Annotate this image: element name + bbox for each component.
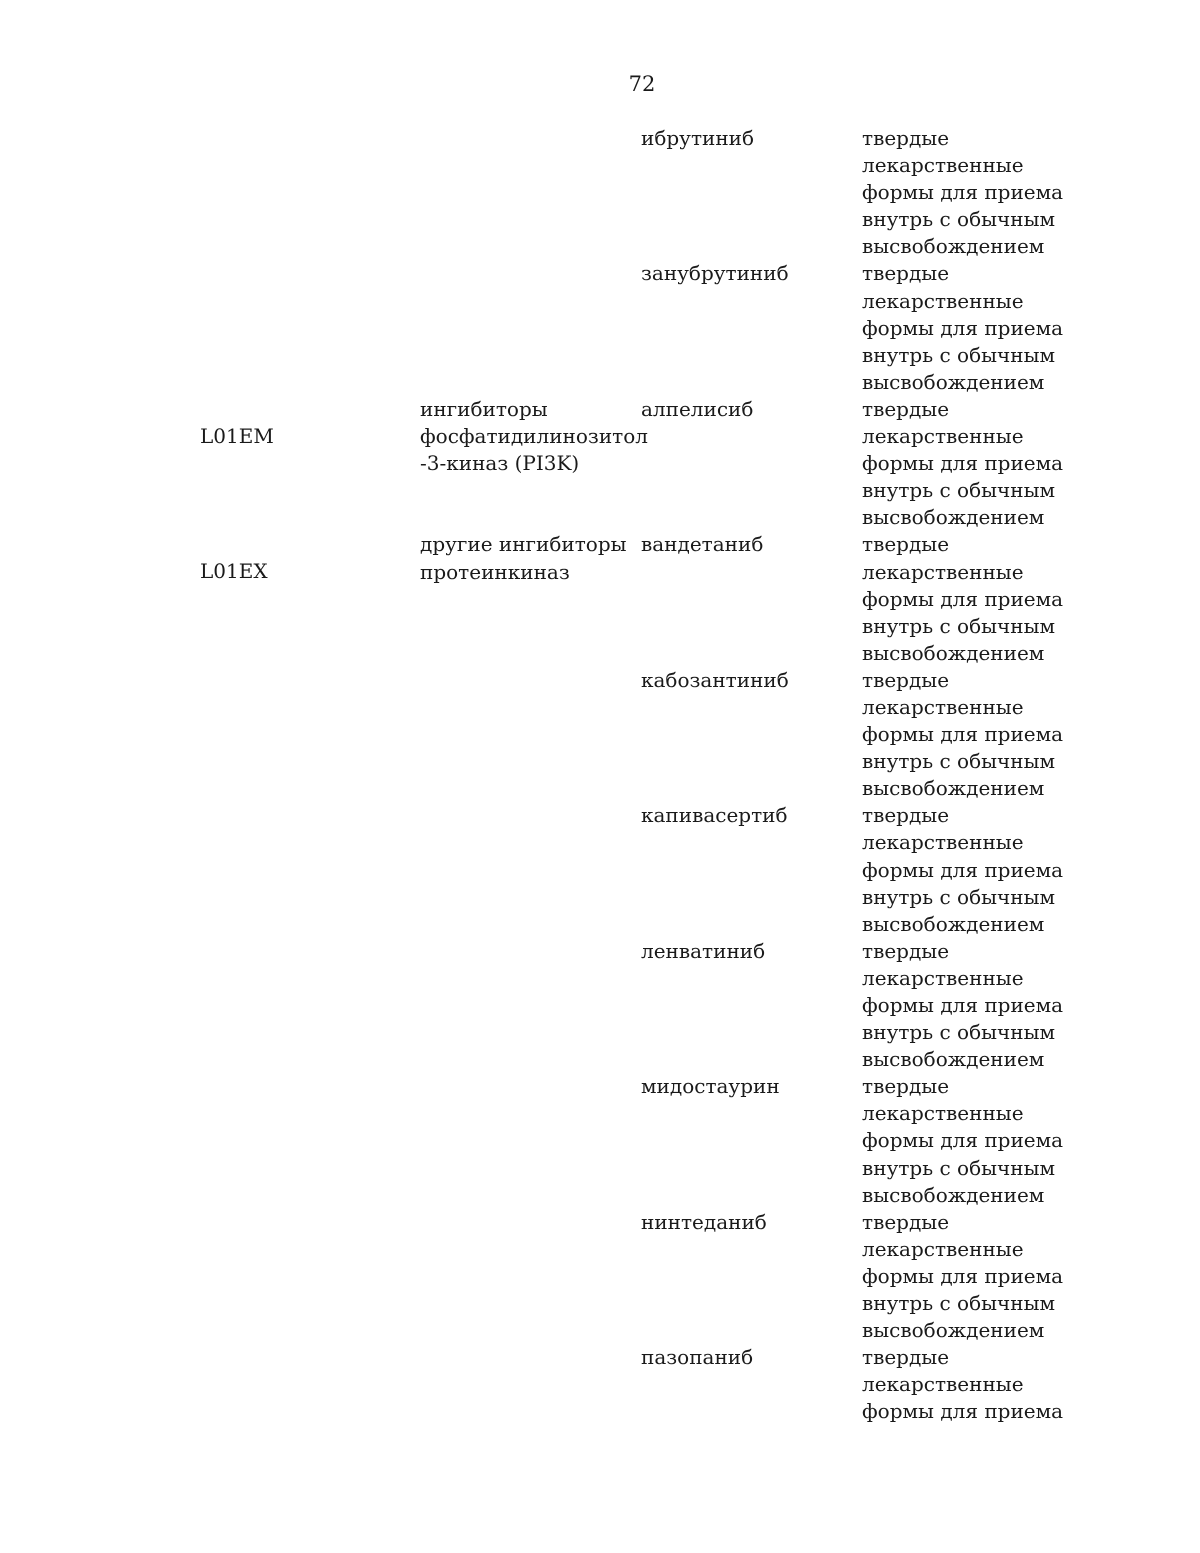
dosage-form: твердые лекарственные формы для приема внутрь с обычным высвобождением	[862, 667, 1064, 801]
drug-name: пазопаниб	[641, 1345, 754, 1370]
drug-name: нинтеданиб	[641, 1209, 767, 1234]
table-row	[0, 667, 1200, 802]
drug-name: алпелисиб	[641, 396, 754, 421]
dosage-form: твердые лекарственные формы для приема внутрь с обычным высвобождением	[862, 938, 1064, 1072]
pharmacological-group: другие ингибиторы протеинкиназ	[420, 532, 627, 584]
table-row	[0, 396, 1200, 531]
table-row	[0, 1344, 1200, 1425]
drug-name: вандетаниб	[641, 532, 764, 557]
dosage-form: твердые лекарственные формы для приема внутрь с обычным высвобождением	[862, 803, 1064, 936]
table-row	[0, 531, 1200, 666]
drug-name: капивасертиб	[641, 803, 788, 828]
dosage-form: твердые лекарственные формы для приема внутрь с обычным высвобождением	[862, 1209, 1064, 1343]
table-row	[0, 802, 1200, 937]
pharmacological-group: ингибиторы фосфатидилинозитол -3-киназ (PI3K)	[420, 396, 648, 476]
table-row	[0, 260, 1200, 395]
drug-name: занубрутиниб	[641, 261, 789, 286]
table-row	[0, 125, 1200, 260]
drug-name: кабозантиниб	[641, 667, 789, 692]
table-row	[0, 1073, 1200, 1208]
dosage-form: твердые лекарственные формы для приема внутрь с обычным высвобождением	[862, 532, 1064, 665]
table-row	[0, 1209, 1200, 1344]
drug-table	[0, 125, 1200, 1426]
dosage-form: твердые лекарственные формы для приема внутрь с обычным высвобождением	[862, 1074, 1064, 1207]
drug-name: ленватиниб	[641, 938, 766, 963]
dosage-form: твердые лекарственные формы для приема	[862, 1345, 1064, 1424]
atc-code: L01EM	[200, 423, 274, 448]
drug-name: мидостаурин	[641, 1074, 780, 1099]
page-number: 72	[628, 72, 656, 96]
dosage-form: твердые лекарственные формы для приема внутрь с обычным высвобождением	[862, 396, 1064, 530]
table-row	[0, 938, 1200, 1073]
drug-name: ибрутиниб	[641, 126, 755, 150]
dosage-form: твердые лекарственные формы для приема внутрь с обычным высвобождением	[862, 261, 1064, 394]
dosage-form: твердые лекарственные формы для приема внутрь с обычным высвобождением	[862, 126, 1064, 259]
atc-code: L01EX	[200, 559, 268, 584]
